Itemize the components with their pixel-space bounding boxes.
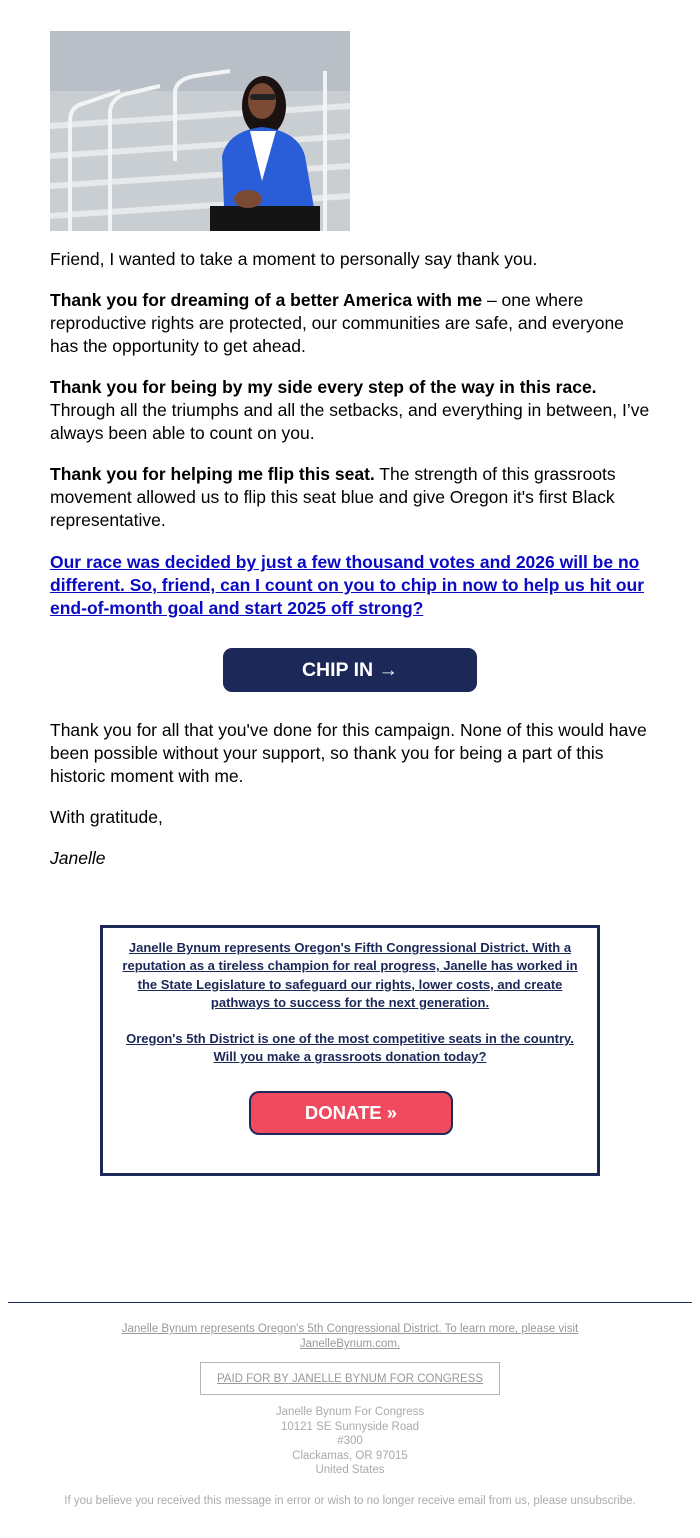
closing-paragraph: Thank you for all that you've done for this campaign. None of this would have been possible without your support, so thank you for being a part of this historic moment with me. bbox=[50, 720, 647, 786]
paragraph-flip-seat-rest: The strength of this grassroots movement allowed us to flip this seat blue and give Oregon it's first Black representative. bbox=[50, 464, 616, 530]
chip-in-text-link[interactable]: Our race was decided by just a few thousand votes and 2026 will be no different. So, friend, can I count on you to chip in now to help us hit our end-of-month goal and start 2025 off strong? bbox=[50, 552, 645, 618]
signature: Janelle bbox=[50, 848, 106, 868]
address-line: 10121 SE Sunnyside Road bbox=[280, 1420, 420, 1433]
paragraph-flip-seat-bold: Thank you for helping me flip this seat. bbox=[50, 464, 375, 484]
chip-in-button[interactable]: CHIP IN → bbox=[223, 648, 477, 692]
paragraph-by-my-side bbox=[50, 376, 650, 445]
header-photo bbox=[50, 31, 350, 231]
promo-ask-link[interactable]: Oregon's 5th District is one of the most competitive seats in the country. Will you make a grassroots donation today? bbox=[126, 1031, 574, 1065]
greeting-text: Friend, I wanted to take a moment to personally say thank you. bbox=[50, 249, 538, 269]
footer-intro-link[interactable]: Janelle Bynum represents Oregon's 5th Congressional District. To learn more, please visit JanelleBynum.com. bbox=[121, 1323, 579, 1350]
address-line: Janelle Bynum For Congress bbox=[275, 1406, 425, 1418]
paragraph-flip-seat bbox=[50, 463, 650, 532]
signoff-text: With gratitude, bbox=[50, 807, 163, 827]
paragraph-dreaming-bold: Thank you for dreaming of a better America with me bbox=[50, 290, 483, 310]
address-line: Clackamas, OR 97015 bbox=[292, 1449, 408, 1462]
address-line: #300 bbox=[337, 1435, 363, 1447]
paragraph-dreaming bbox=[50, 289, 650, 358]
paragraph-dreaming-rest: – one where reproductive rights are protected, our communities are safe, and everyone has the opportunity to get ahead. bbox=[50, 290, 624, 356]
paid-for-disclaimer[interactable]: PAID FOR BY JANELLE BYNUM FOR CONGRESS bbox=[200, 1362, 500, 1395]
promo-description-link[interactable]: Janelle Bynum represents Oregon's Fifth Congressional District. With a reputation as a tireless champion for real progress, Janelle has worked in the State Legislature to safeguard our rights, lower costs, and create pathways to success for the next generation. bbox=[122, 940, 578, 1010]
paragraph-by-my-side-rest: Through all the triumphs and all the setbacks, and everything in between, I’ve always been able to count on you. bbox=[50, 400, 650, 443]
footer-divider bbox=[8, 1302, 692, 1303]
mailing-address bbox=[150, 1405, 550, 1478]
donation-promo-box bbox=[100, 925, 600, 1176]
address-line: United States bbox=[315, 1464, 385, 1476]
unsubscribe-notice[interactable]: If you believe you received this message in error or wish to no longer receive email from us, please unsubscribe. bbox=[64, 1495, 636, 1507]
donate-button[interactable]: DONATE » bbox=[249, 1091, 453, 1135]
paragraph-by-my-side-bold: Thank you for being by my side every step of the way in this race. bbox=[50, 377, 597, 397]
header-photo-illustration bbox=[50, 31, 350, 231]
